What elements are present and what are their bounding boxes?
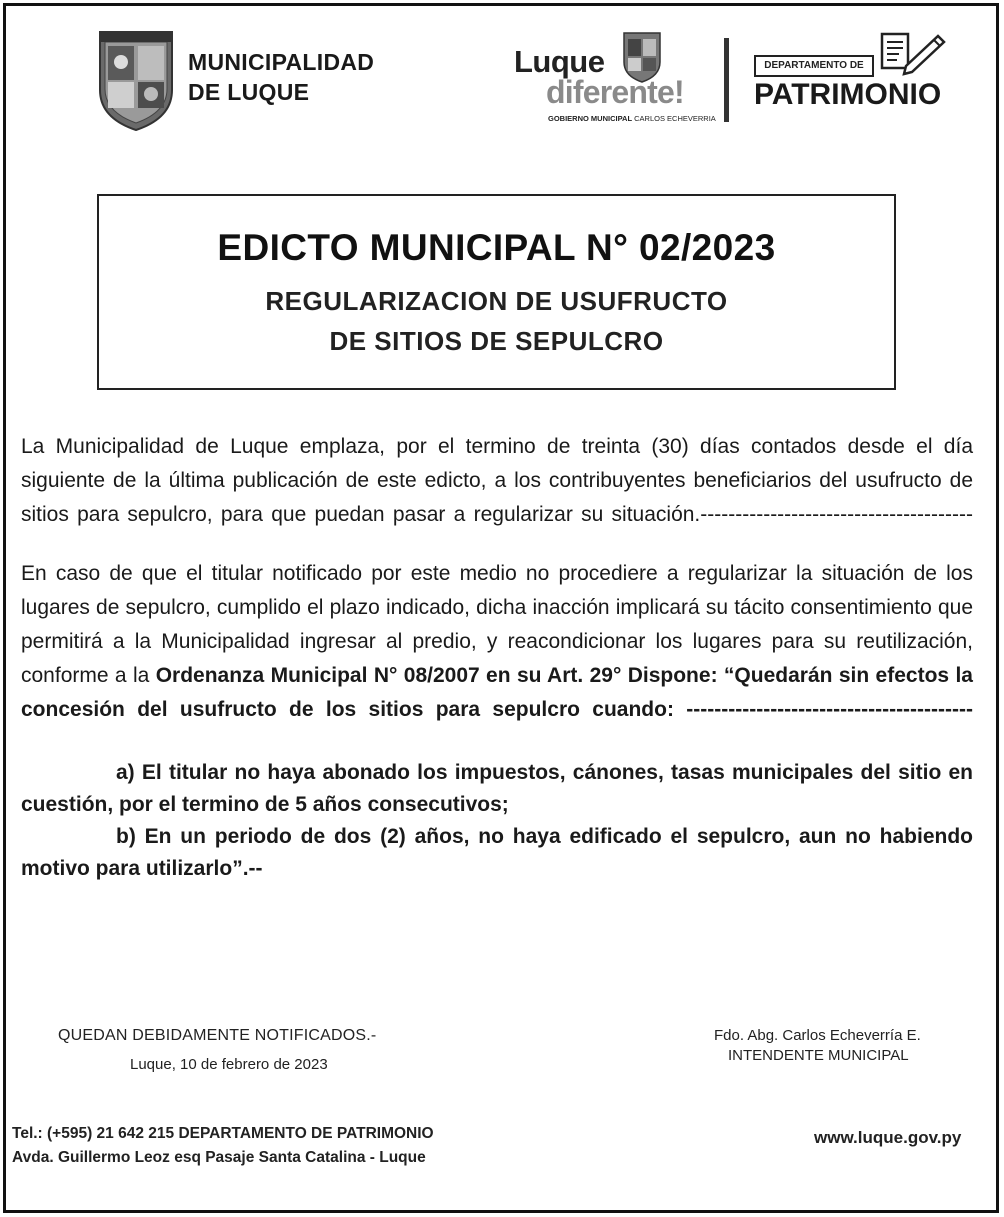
issue-date: Luque, 10 de febrero de 2023 <box>130 1056 328 1073</box>
edict-title: EDICTO MUNICIPAL N° 02/2023 <box>217 227 776 268</box>
municipal-seal-logo <box>96 26 176 132</box>
edict-subtitle <box>99 281 894 361</box>
department-name: PATRIMONIO <box>754 78 942 111</box>
luque-word: Luque <box>514 44 605 79</box>
notification-statement: QUEDAN DEBIDAMENTE NOTIFICADOS.- <box>58 1027 377 1044</box>
ordinance-quote: Ordenanza Municipal N° 08/2007 en su Art. 29° Dispone: “Quedarán sin efectos la concesión del usufructo de los sitios para sepulcro cuando: ----------------------------------------- <box>21 664 973 721</box>
subtitle-line1: REGULARIZACION DE USUFRUCTO <box>265 286 728 316</box>
signature-name: Fdo. Abg. Carlos Echeverría E. <box>714 1027 921 1044</box>
conditions-list <box>21 757 973 885</box>
condition-b-text: b) En un periodo de dos (2) años, no haya edificado el sepulcro, aun no habiendo motivo para utilizarlo”.-- <box>21 825 973 880</box>
diferente-word: diferente! <box>546 74 684 110</box>
header-divider <box>724 38 729 122</box>
signature-title: INTENDENTE MUNICIPAL <box>728 1047 909 1064</box>
paragraph-summons <box>21 430 973 532</box>
gobierno-caption <box>548 114 716 123</box>
municipality-name <box>188 47 374 107</box>
mayor-name-caption: CARLOS ECHEVERRIA <box>634 114 716 123</box>
department-label-box: DEPARTAMENTO DE <box>754 55 874 77</box>
gobierno-label: GOBIERNO MUNICIPAL <box>548 114 633 123</box>
condition-a <box>21 757 973 821</box>
paragraph-consequence <box>21 557 973 727</box>
luque-diferente-logo <box>514 28 714 128</box>
municipality-name-line1: MUNICIPALIDAD <box>188 49 375 75</box>
title-box <box>97 194 896 390</box>
contact-phone: Tel.: (+595) 21 642 215 DEPARTAMENTO DE PATRIMONIO <box>12 1125 434 1142</box>
municipality-name-line2: DE LUQUE <box>188 79 310 105</box>
subtitle-line2: DE SITIOS DE SEPULCRO <box>329 326 664 356</box>
contact-address: Avda. Guillermo Leoz esq Pasaje Santa Catalina - Luque <box>12 1149 426 1166</box>
document-pencil-icon <box>876 30 948 80</box>
website-link[interactable]: www.luque.gov.py <box>814 1128 962 1147</box>
condition-b <box>21 821 973 885</box>
paragraph-consequence-text: En caso de que el titular notificado por este medio no procediere a regularizar la situación de los lugares de sepulcro, cumplido el plazo indicado, dicha inacción implicará su tácito consentimiento que permitirá a la Municipalidad ingresar al predio, y reacondicionar los lugares para su reutilización, conforme a la <box>21 562 973 687</box>
paragraph-summons-text: La Municipalidad de Luque emplaza, por el termino de treinta (30) días contados desde el día siguiente de la última publicación de este edicto, a los contribuyentes beneficiarios del usufructo de sitios para sepulcro, para que puedan pasar a regularizar su situación.--------------------------------------- <box>21 435 973 526</box>
condition-a-text: a) El titular no haya abonado los impuestos, cánones, tasas municipales del sitio en cuestión, por el termino de 5 años consecutivos; <box>21 761 973 816</box>
